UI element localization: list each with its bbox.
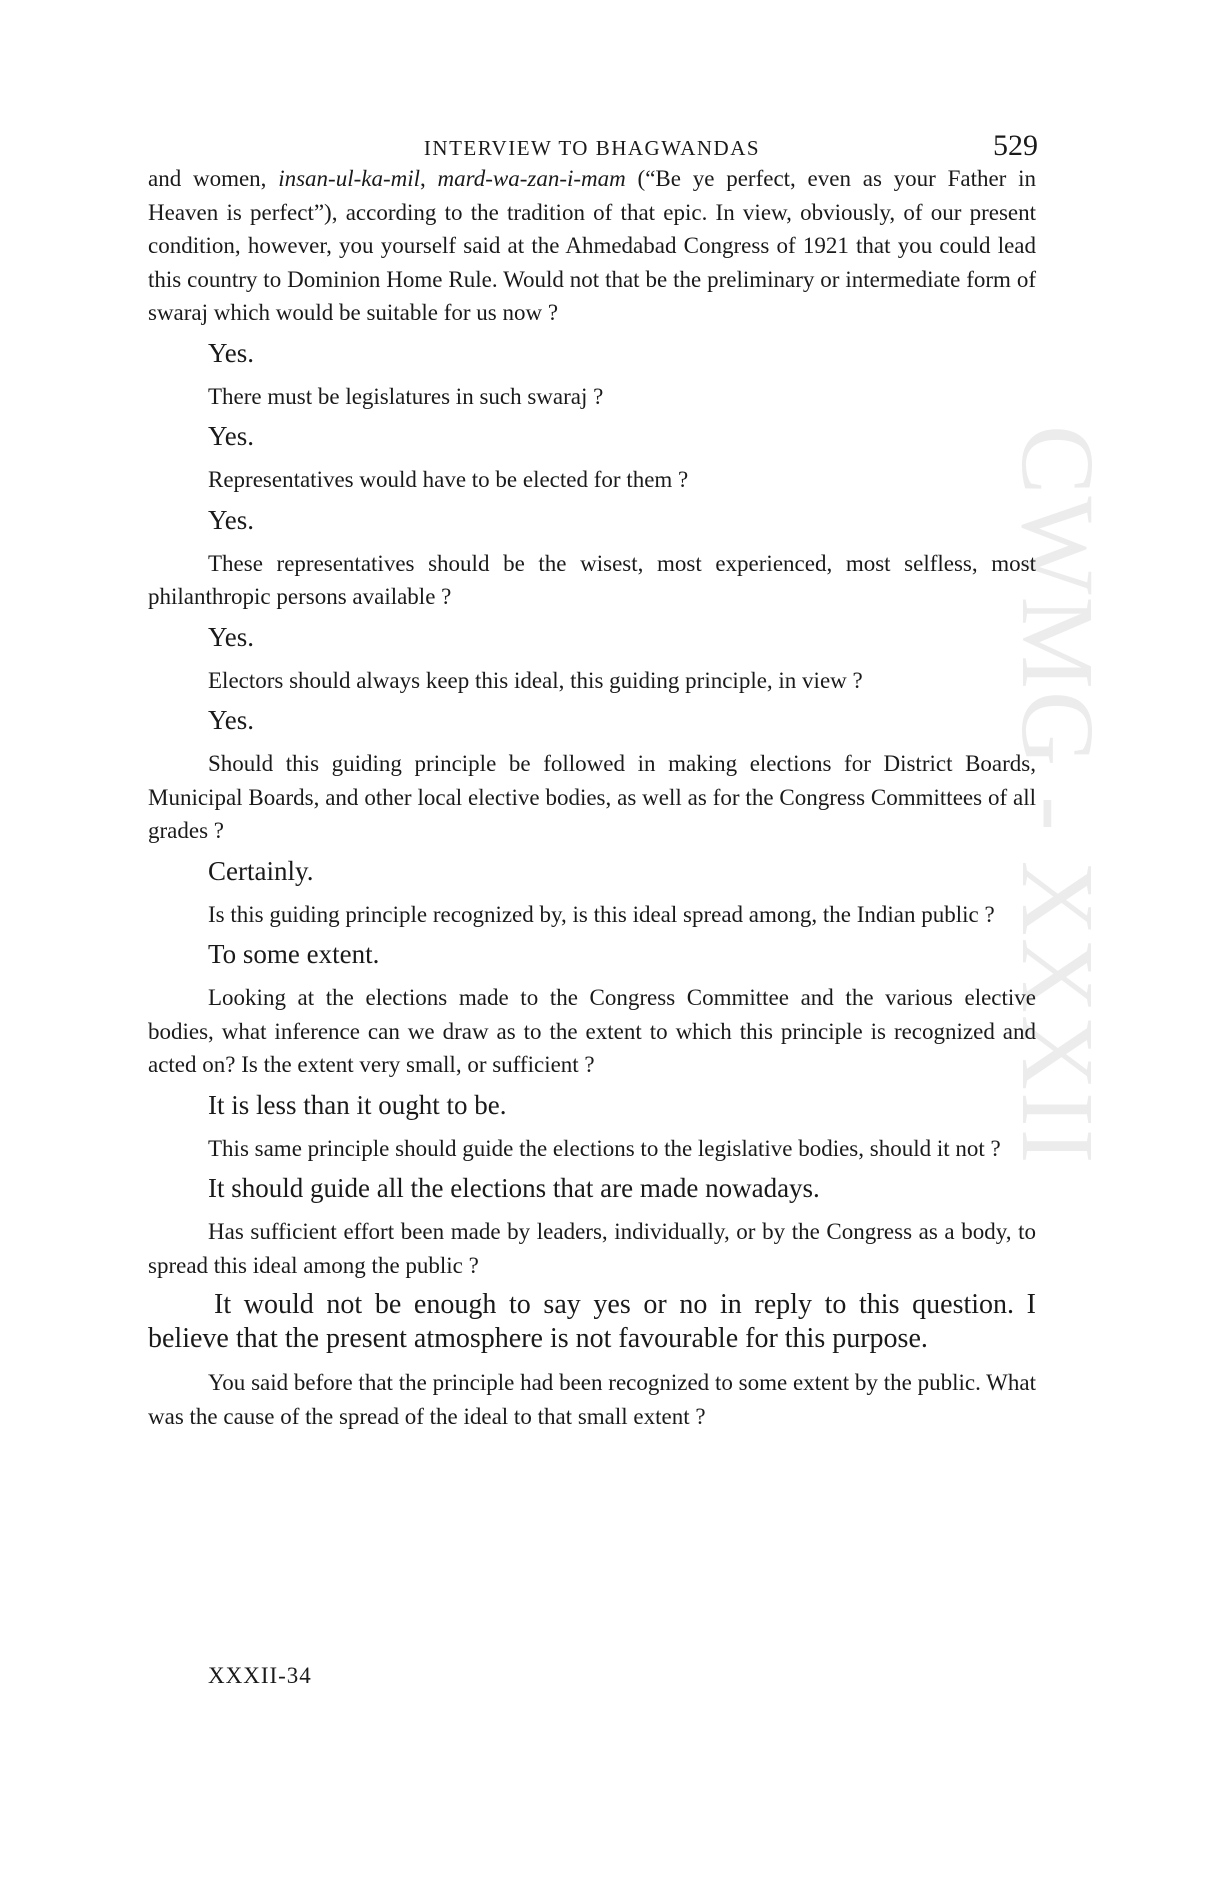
- question-paragraph: These representatives should be the wisest, most experienced, most selfless, most philanthropic persons available ?: [148, 550, 1036, 609]
- question-paragraph: [148, 162, 1036, 330]
- interview-text: [148, 162, 1036, 1433]
- answer-paragraph: To some extent.: [208, 939, 380, 969]
- question-paragraph: Looking at the elections made to the Congress Committee and the various elective bodies, what inference can we draw as to the extent to which this principle is recognized and acted on? Is the extent very small, or sufficient ?: [148, 985, 1036, 1077]
- text-run: and women,: [148, 166, 279, 191]
- answer-paragraph: Certainly.: [208, 855, 314, 886]
- question-paragraph: You said before that the principle had been recognized to some extent by the public. What was the cause of the spread of the ideal to that small extent ?: [148, 1370, 1036, 1429]
- question-paragraph: Should this guiding principle be followed in making elections for District Boards, Municipal Boards, and other local elective bodies, as well as for the Congress Committees of all grades ?: [148, 751, 1036, 843]
- page-number: 529: [993, 129, 1038, 162]
- text-run: ,: [420, 166, 438, 191]
- watermark-text: CWMG - XXXII: [1000, 425, 1115, 1166]
- volume-signature: XXXII-34: [208, 1663, 312, 1688]
- answer-paragraph: Yes.: [208, 621, 255, 652]
- question-paragraph: Electors should always keep this ideal, this guiding principle, in view ?: [208, 667, 863, 693]
- answer-paragraph: Yes.: [208, 337, 255, 368]
- question-paragraph: Is this guiding principle recognized by, is this ideal spread among, the Indian public ?: [208, 901, 995, 927]
- page: [148, 0, 1038, 1688]
- answer-paragraph: Yes.: [208, 705, 255, 735]
- answer-paragraph: Yes.: [208, 421, 255, 451]
- text-run: (“Be ye perfect, even as your Father in Heaven is perfect”), according to the tradition of that epic. In view, obviously, of our present condition, however, you yourself said at the Ahmedabad Congress of 1921 that you could lead this country to Dominion Home Rule. Would not that be the preliminary or intermediate form of swaraj which would be suitable for us now ?: [148, 166, 1036, 325]
- question-paragraph: This same principle should guide the elections to the legislative bodies, should it not ?: [208, 1135, 1001, 1161]
- question-paragraph: There must be legislatures in such swaraj ?: [208, 383, 604, 409]
- page-header: [148, 0, 1036, 162]
- question-paragraph: Has sufficient effort been made by leaders, individually, or by the Congress as a body, to spread this ideal among the public ?: [148, 1219, 1036, 1278]
- question-paragraph: Representatives would have to be elected for them ?: [208, 467, 689, 492]
- answer-paragraph: Yes.: [208, 504, 255, 535]
- italic-term: mard-wa-zan-i-mam: [437, 166, 626, 191]
- italic-term: insan-ul-ka-mil: [278, 166, 421, 191]
- answer-paragraph: It is less than it ought to be.: [208, 1089, 507, 1120]
- running-title: INTERVIEW TO BHAGWANDAS: [423, 136, 761, 160]
- answer-paragraph: It would not be enough to say yes or no in reply to this question. I believe that the present atmosphere is not favourable for this purpose.: [148, 1289, 1036, 1354]
- answer-paragraph: It should guide all the elections that are made nowadays.: [208, 1173, 820, 1203]
